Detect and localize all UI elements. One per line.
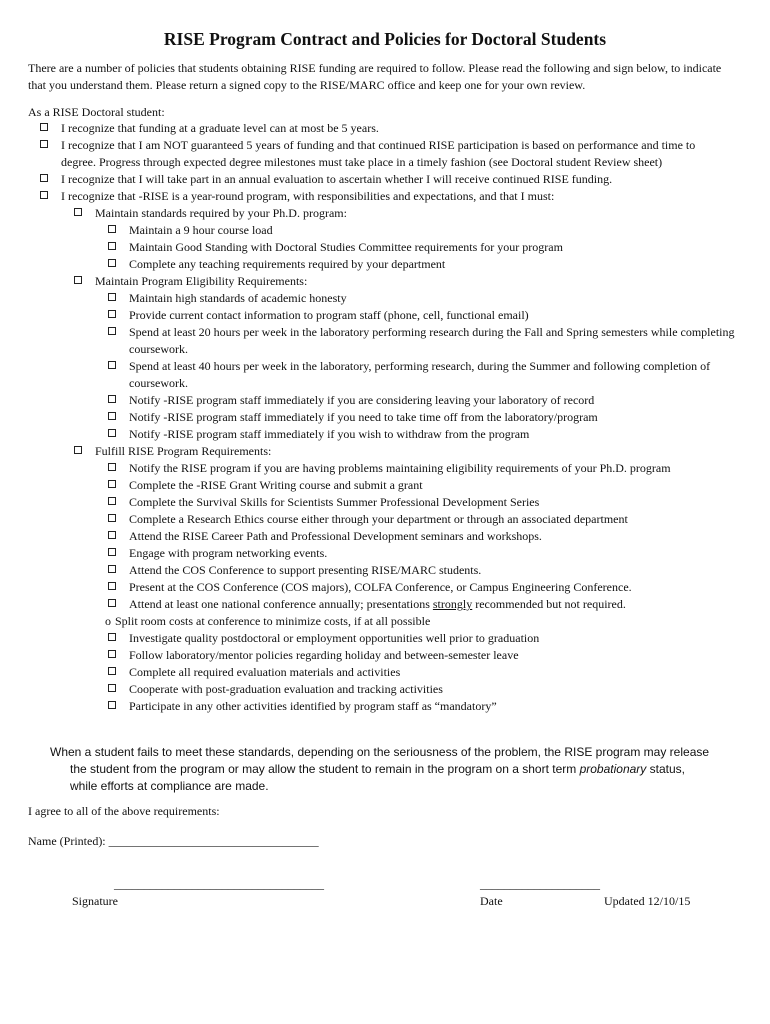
checkbox-icon[interactable] <box>108 480 116 488</box>
signature-field[interactable]: ___________________________________ <box>114 877 324 891</box>
requirement-item <box>0 698 770 715</box>
warning-paragraph <box>50 744 750 795</box>
requirement-item <box>0 426 770 443</box>
date-label: Date <box>480 894 503 908</box>
requirement-item <box>0 358 770 392</box>
requirement-item <box>0 630 770 647</box>
requirement-text: Complete the Survival Skills for Scientists Summer Professional Development Series <box>129 495 540 509</box>
name-printed-field[interactable]: Name (Printed): ___________________________________ <box>28 834 319 848</box>
checkbox-icon[interactable] <box>108 684 116 692</box>
requirement-item <box>0 545 770 562</box>
checkbox-icon[interactable] <box>108 310 116 318</box>
checkbox-icon[interactable] <box>108 429 116 437</box>
checkbox-icon[interactable] <box>108 242 116 250</box>
checkbox-icon[interactable] <box>108 599 116 607</box>
checkbox-icon[interactable] <box>108 327 116 335</box>
warning-text-before: the student from the program or may allow the student to remain in the program on a short term <box>70 762 580 776</box>
requirement-text: Maintain Program Eligibility Requirements: <box>95 274 308 288</box>
warning-line-1: When a student fails to meet these standards, depending on the seriousness of the problem, the RISE program may release <box>50 745 710 759</box>
checkbox-icon[interactable] <box>40 174 48 182</box>
intro-paragraph: There are a number of policies that students obtaining RISE funding are required to follow. Please read the following and sign below, to indicate that you understand them. Please return a signed copy to the RISE/MARC office and keep one for your own review. <box>28 61 722 92</box>
requirement-text: Investigate quality postdoctoral or employment opportunities well prior to graduation <box>129 631 540 645</box>
requirement-text: Maintain high standards of academic honesty <box>129 291 347 305</box>
requirement-text: Provide current contact information to program staff (phone, cell, functional email) <box>129 308 529 322</box>
requirement-item <box>0 664 770 681</box>
requirement-text: Split room costs at conference to minimize costs, if at all possible <box>115 614 431 628</box>
checkbox-icon[interactable] <box>108 650 116 658</box>
checkbox-icon[interactable] <box>40 123 48 131</box>
requirement-item <box>0 562 770 579</box>
requirement-item <box>0 596 770 613</box>
requirement-item <box>0 494 770 511</box>
checkbox-icon[interactable] <box>108 633 116 641</box>
requirement-text: Complete a Research Ethics course either through your department or through an associated department <box>129 512 628 526</box>
requirement-item <box>0 392 770 409</box>
requirement-text: I recognize that I will take part in an annual evaluation to ascertain whether I will receive continued RISE funding. <box>61 172 613 186</box>
checkbox-icon[interactable] <box>108 565 116 573</box>
warning-italic-term: probationary <box>579 762 647 776</box>
requirement-item <box>0 171 770 188</box>
requirement-text: Cooperate with post-graduation evaluation and tracking activities <box>129 682 443 696</box>
checkbox-icon[interactable] <box>108 361 116 369</box>
checkbox-icon[interactable] <box>108 514 116 522</box>
requirement-text: Fulfill RISE Program Requirements: <box>95 444 272 458</box>
requirement-text: Notify -RISE program staff immediately if you are considering leaving your laboratory of record <box>129 393 595 407</box>
requirement-text: Maintain Good Standing with Doctoral Studies Committee requirements for your program <box>129 240 563 254</box>
requirement-text: Spend at least 40 hours per week in the laboratory, performing research, during the Summer and following completion of coursework. <box>129 359 711 390</box>
requirement-text: Maintain standards required by your Ph.D. program: <box>95 206 347 220</box>
requirement-text: Attend the RISE Career Path and Professional Development seminars and workshops. <box>129 529 542 543</box>
checkbox-icon[interactable] <box>108 667 116 675</box>
requirement-text: Notify -RISE program staff immediately if you need to take time off from the laboratory/program <box>129 410 598 424</box>
checkbox-icon[interactable] <box>108 293 116 301</box>
requirement-item <box>0 409 770 426</box>
requirement-item <box>0 273 770 290</box>
agreement-statement: I agree to all of the above requirements: <box>28 804 220 818</box>
requirement-item <box>0 324 770 358</box>
requirement-item <box>0 256 770 273</box>
requirement-text: Notify -RISE program staff immediately if you wish to withdraw from the program <box>129 427 530 441</box>
checkbox-icon[interactable] <box>108 548 116 556</box>
requirement-item <box>0 222 770 239</box>
requirement-text: I recognize that -RISE is a year-round program, with responsibilities and expectations, and that I must: <box>61 189 555 203</box>
checkbox-icon[interactable] <box>74 208 82 216</box>
requirement-item <box>0 290 770 307</box>
requirement-item <box>0 188 770 205</box>
requirement-text: Complete any teaching requirements required by your department <box>129 257 446 271</box>
checkbox-icon[interactable] <box>108 701 116 709</box>
checkbox-icon[interactable] <box>108 259 116 267</box>
bullet-circle-icon: o <box>105 614 111 628</box>
checkbox-icon[interactable] <box>108 225 116 233</box>
checkbox-icon[interactable] <box>74 276 82 284</box>
requirement-item <box>0 681 770 698</box>
requirement-item <box>0 528 770 545</box>
requirement-item <box>0 477 770 494</box>
checkbox-icon[interactable] <box>74 446 82 454</box>
requirement-text: Follow laboratory/mentor policies regarding holiday and between-semester leave <box>129 648 519 662</box>
requirement-item <box>0 120 770 137</box>
requirement-item <box>0 460 770 477</box>
requirement-text: Spend at least 20 hours per week in the laboratory performing research during the Fall and Spring semesters while completing coursework. <box>129 325 735 356</box>
requirement-item <box>0 205 770 222</box>
checkbox-icon[interactable] <box>108 412 116 420</box>
requirement-text: Complete all required evaluation materials and activities <box>129 665 401 679</box>
requirement-text: Attend at least one national conference annually; presentations strongly recommended but not required. <box>129 597 626 611</box>
updated-date: Updated 12/10/15 <box>604 894 691 908</box>
lead-in-text: As a RISE Doctoral student: <box>28 105 165 119</box>
requirement-text: I recognize that I am NOT guaranteed 5 years of funding and that continued RISE participation is based on performance and time to degree. Progress through expected degree milestones must take place in a timely fashion (see Doctoral student Review sheet) <box>61 138 696 169</box>
page-title: RISE Program Contract and Policies for Doctoral Students <box>163 29 607 49</box>
requirement-text: Participate in any other activities identified by program staff as “mandatory” <box>129 699 497 713</box>
warning-text-after: status, <box>646 762 685 776</box>
requirement-text: Complete the -RISE Grant Writing course and submit a grant <box>129 478 423 492</box>
requirement-item <box>0 443 770 460</box>
checkbox-icon[interactable] <box>40 191 48 199</box>
requirements-list <box>0 120 770 715</box>
warning-line-2 <box>50 761 750 778</box>
requirement-text: Notify the RISE program if you are having problems maintaining eligibility requirements of your Ph.D. program <box>129 461 671 475</box>
sub-bullet-item <box>0 613 770 630</box>
requirement-item <box>0 579 770 596</box>
requirement-item <box>0 511 770 528</box>
checkbox-icon[interactable] <box>40 140 48 148</box>
requirement-text: Maintain a 9 hour course load <box>129 223 273 237</box>
warning-line-3: while efforts at compliance are made. <box>70 779 269 793</box>
requirement-text: Engage with program networking events. <box>129 546 328 560</box>
requirement-text: Present at the COS Conference (COS majors), COLFA Conference, or Campus Engineering Conference. <box>129 580 632 594</box>
requirement-item <box>0 239 770 256</box>
date-field[interactable]: ____________________ <box>480 877 600 891</box>
underlined-word: strongly <box>432 597 473 611</box>
checkbox-icon[interactable] <box>108 531 116 539</box>
checkbox-icon[interactable] <box>108 582 116 590</box>
requirement-item <box>0 307 770 324</box>
checkbox-icon[interactable] <box>108 463 116 471</box>
signature-label: Signature <box>72 894 118 908</box>
checkbox-icon[interactable] <box>108 497 116 505</box>
requirement-text: I recognize that funding at a graduate level can at most be 5 years. <box>61 121 379 135</box>
requirement-item <box>0 647 770 664</box>
requirement-item <box>0 137 770 171</box>
checkbox-icon[interactable] <box>108 395 116 403</box>
requirement-text: Attend the COS Conference to support presenting RISE/MARC students. <box>129 563 482 577</box>
